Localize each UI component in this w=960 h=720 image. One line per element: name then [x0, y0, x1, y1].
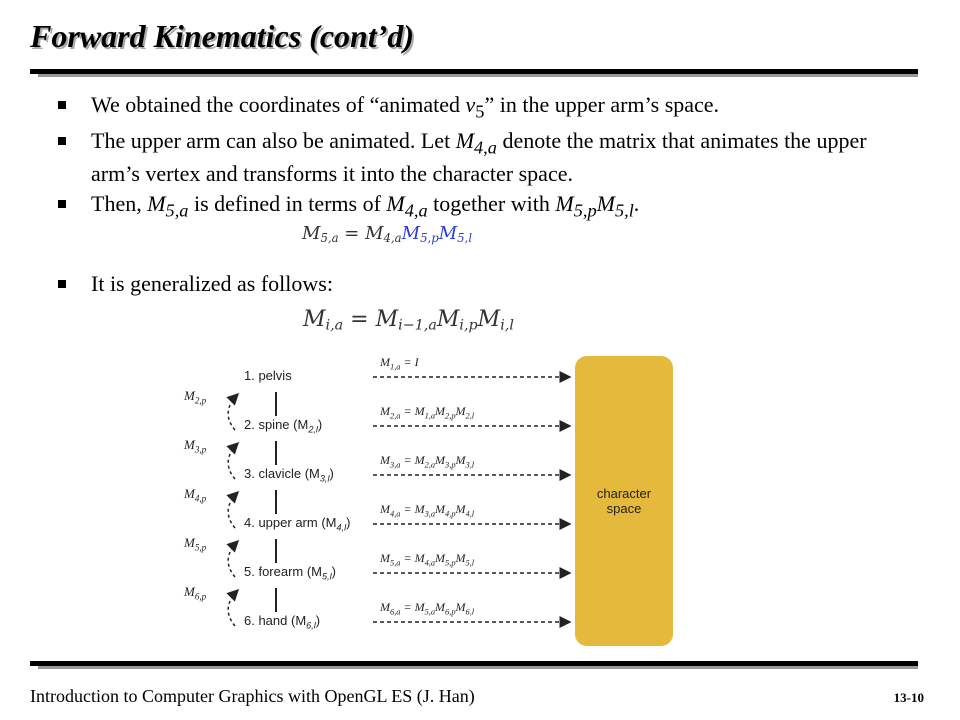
joint-label: 3. clavicle (M	[244, 466, 320, 481]
joint-sub: 2,l	[308, 424, 318, 435]
eq-rhs: = M	[400, 453, 425, 467]
m-symbol: M	[184, 486, 195, 501]
bullet-2-text-end: denote the matrix that animates the upper arm’s vertex and transforms it into the character space.	[91, 128, 867, 186]
bullet-square-icon	[58, 137, 66, 145]
eq-symbol: M	[438, 223, 458, 244]
eq-symbol: M	[436, 307, 460, 332]
eq-sub: i,a	[325, 317, 344, 334]
parent-label	[184, 535, 206, 553]
m-symbol: M	[455, 128, 475, 154]
eq-rhs: = M	[400, 404, 425, 418]
bullet-3-mid2: together with	[427, 190, 556, 216]
parent-label	[184, 437, 206, 455]
bullet-3-mid: is defined in terms of	[188, 190, 387, 216]
joint-label: 2. spine (M	[244, 417, 309, 432]
slide-title: Forward Kinematics (cont’d)	[30, 18, 415, 54]
m-sub: 2,p	[194, 395, 207, 406]
bottom-rule	[30, 661, 918, 669]
eq-sign: =	[343, 307, 376, 332]
bullet-1-text: We obtained the coordinates of “animated	[91, 92, 466, 117]
m-symbol: M	[380, 355, 390, 369]
m-symbol: M	[147, 190, 166, 216]
joint-label: 6. hand (M	[244, 613, 307, 628]
top-rule	[30, 69, 918, 77]
bullet-1	[58, 92, 918, 124]
bullet-2-text: The upper arm can also be animated. Let	[91, 128, 456, 154]
m-sub: 6,a	[390, 607, 401, 617]
eq-rhs: = I	[400, 355, 419, 369]
eq-sub: i−1,a	[398, 317, 437, 334]
character-space-label: character space	[596, 486, 652, 516]
m-sub: 5,a	[390, 558, 401, 568]
eq-sub: i,p	[459, 317, 478, 334]
joint-pelvis	[244, 368, 292, 383]
m-symbol: M	[380, 404, 390, 418]
m-symbol: M	[386, 190, 405, 216]
v-sub: 5	[475, 101, 485, 122]
eq-sub: 5,p	[420, 230, 439, 245]
eq-blue-part	[402, 223, 472, 244]
joint-forearm: 5. forearm $(M_{5,l})$	[244, 564, 336, 582]
m-sub: 4,l	[465, 509, 475, 519]
joint-sub: 6,l	[306, 620, 316, 631]
eq-rhs: = M	[400, 502, 425, 516]
eq-symbol: M	[303, 307, 326, 332]
m-symbol: M	[596, 190, 615, 216]
m-sub: 1,a	[424, 411, 436, 421]
bullet-3-end: .	[633, 190, 640, 216]
m-sub: 4,p	[445, 509, 456, 519]
bullet-2	[58, 128, 918, 186]
eq-rhs: = M	[400, 551, 425, 565]
m-sub: 2,a	[390, 411, 401, 421]
joint-sub: 3,l	[319, 473, 330, 484]
m-sub: 4,a	[390, 509, 401, 519]
m-symbol: M	[184, 535, 195, 550]
joint-spine: 2. spine $(M_{2,l})$	[244, 417, 323, 435]
m-symbol: M	[555, 190, 574, 216]
bullet-3	[58, 191, 918, 223]
parent-curves	[228, 394, 238, 626]
m-sub: 3,a	[424, 509, 436, 519]
m-sub: 5,p	[445, 558, 456, 568]
m-sub: 4,p	[194, 493, 207, 504]
equation-1	[302, 223, 472, 245]
bullet-4-text: It is generalized as follows:	[91, 271, 333, 297]
hierarchy-diagram	[180, 350, 680, 650]
footer-text: Introduction to Computer Graphics with OpenGL ES (J. Han)	[30, 686, 475, 706]
eq-label-3: $M_{3,a} = M_{2,a}M_{3,p}M_{3,l}$	[380, 453, 475, 470]
character-space-box	[575, 356, 673, 646]
m-sub: 4,a	[424, 558, 436, 568]
m-symbol: M	[184, 388, 195, 403]
m-symbol: M	[380, 551, 390, 565]
m-sub: 3,l	[465, 460, 475, 470]
joint-clavicle: 3. clavicle $(M_{3,l})$	[244, 466, 334, 484]
eq-sub: i,l	[500, 317, 514, 334]
bullet-list	[58, 92, 918, 301]
eq-rhs: = M	[400, 600, 425, 614]
m-symbol: M	[380, 600, 390, 614]
eq-sign: =	[338, 223, 366, 244]
joint-sub: 5,l	[322, 571, 332, 582]
m-symbol: M	[380, 502, 390, 516]
eq-label-4: $M_{4,a} = M_{3,a}M_{4,p}M_{4,l}$	[380, 502, 475, 519]
bullet-1-text-end: ” in the upper arm’s space.	[484, 92, 720, 117]
m-sub: 5,a	[424, 607, 436, 617]
parent-label	[184, 388, 206, 406]
joint-label: 4. upper arm (M	[244, 515, 337, 530]
eq-label-2: $M_{2,a} = M_{1,a}M_{2,p}M_{2,l}$	[380, 404, 475, 421]
eq-label-6: $M_{6,a} = M_{5,a}M_{6,p}M_{6,l}$	[380, 600, 475, 617]
m-sub: 3,p	[445, 460, 456, 470]
m-sub: 2,l	[465, 411, 475, 421]
eq-symbol: M	[401, 223, 421, 244]
m-symbol: M	[184, 437, 195, 452]
eq-sub: 5,a	[320, 230, 339, 245]
joint-hand: 6. hand $(M_{6,l})$	[244, 613, 321, 631]
m-sub: 2,p	[445, 411, 456, 421]
m-sub: 3,a	[390, 460, 401, 470]
joint-sub: 4,l	[336, 522, 347, 533]
bullet-4	[58, 271, 918, 297]
m-sub: 5,l	[614, 200, 634, 221]
m-sub: 2,a	[424, 460, 436, 470]
m-sub: 5,p	[194, 542, 207, 553]
m-symbol: M	[184, 584, 195, 599]
eq-symbol: M	[375, 307, 399, 332]
bullet-3-text: Then,	[91, 190, 148, 216]
m-sub: 6,l	[465, 607, 475, 617]
eq-symbol: M	[477, 307, 501, 332]
bullet-square-icon	[58, 101, 66, 109]
m-sub: 6,p	[194, 591, 207, 602]
eq-label-1	[380, 355, 419, 371]
eq-sub: 5,l	[457, 230, 473, 245]
bullet-square-icon	[58, 280, 66, 288]
joint-upper-arm: 4. upper arm $(M_{4,l})$	[244, 515, 351, 533]
m-sub: 1,a	[390, 362, 401, 372]
joint-label: 1. pelvis	[244, 368, 292, 383]
m-sub: 4,a	[404, 200, 428, 221]
equation-2	[303, 307, 514, 334]
m-symbol: M	[380, 453, 390, 467]
eq-symbol: M	[365, 223, 384, 244]
m-sub: 3,p	[194, 444, 207, 455]
bullet-square-icon	[58, 200, 66, 208]
m-sub: 4,a	[474, 137, 497, 158]
parent-label	[184, 584, 206, 602]
v-symbol: v	[465, 92, 476, 117]
m-sub: 5,p	[573, 200, 597, 221]
parent-label	[184, 486, 206, 504]
page-number: 13-10	[893, 690, 924, 705]
eq-sub: 4,a	[383, 230, 402, 245]
eq-symbol: M	[302, 223, 321, 244]
m-sub: 5,l	[465, 558, 475, 568]
m-sub: 6,p	[445, 607, 456, 617]
joint-label: 5. forearm (M	[244, 564, 323, 579]
m-sub: 5,a	[165, 200, 189, 221]
eq-label-5: $M_{5,a} = M_{4,a}M_{5,p}M_{5,l}$	[380, 551, 475, 568]
